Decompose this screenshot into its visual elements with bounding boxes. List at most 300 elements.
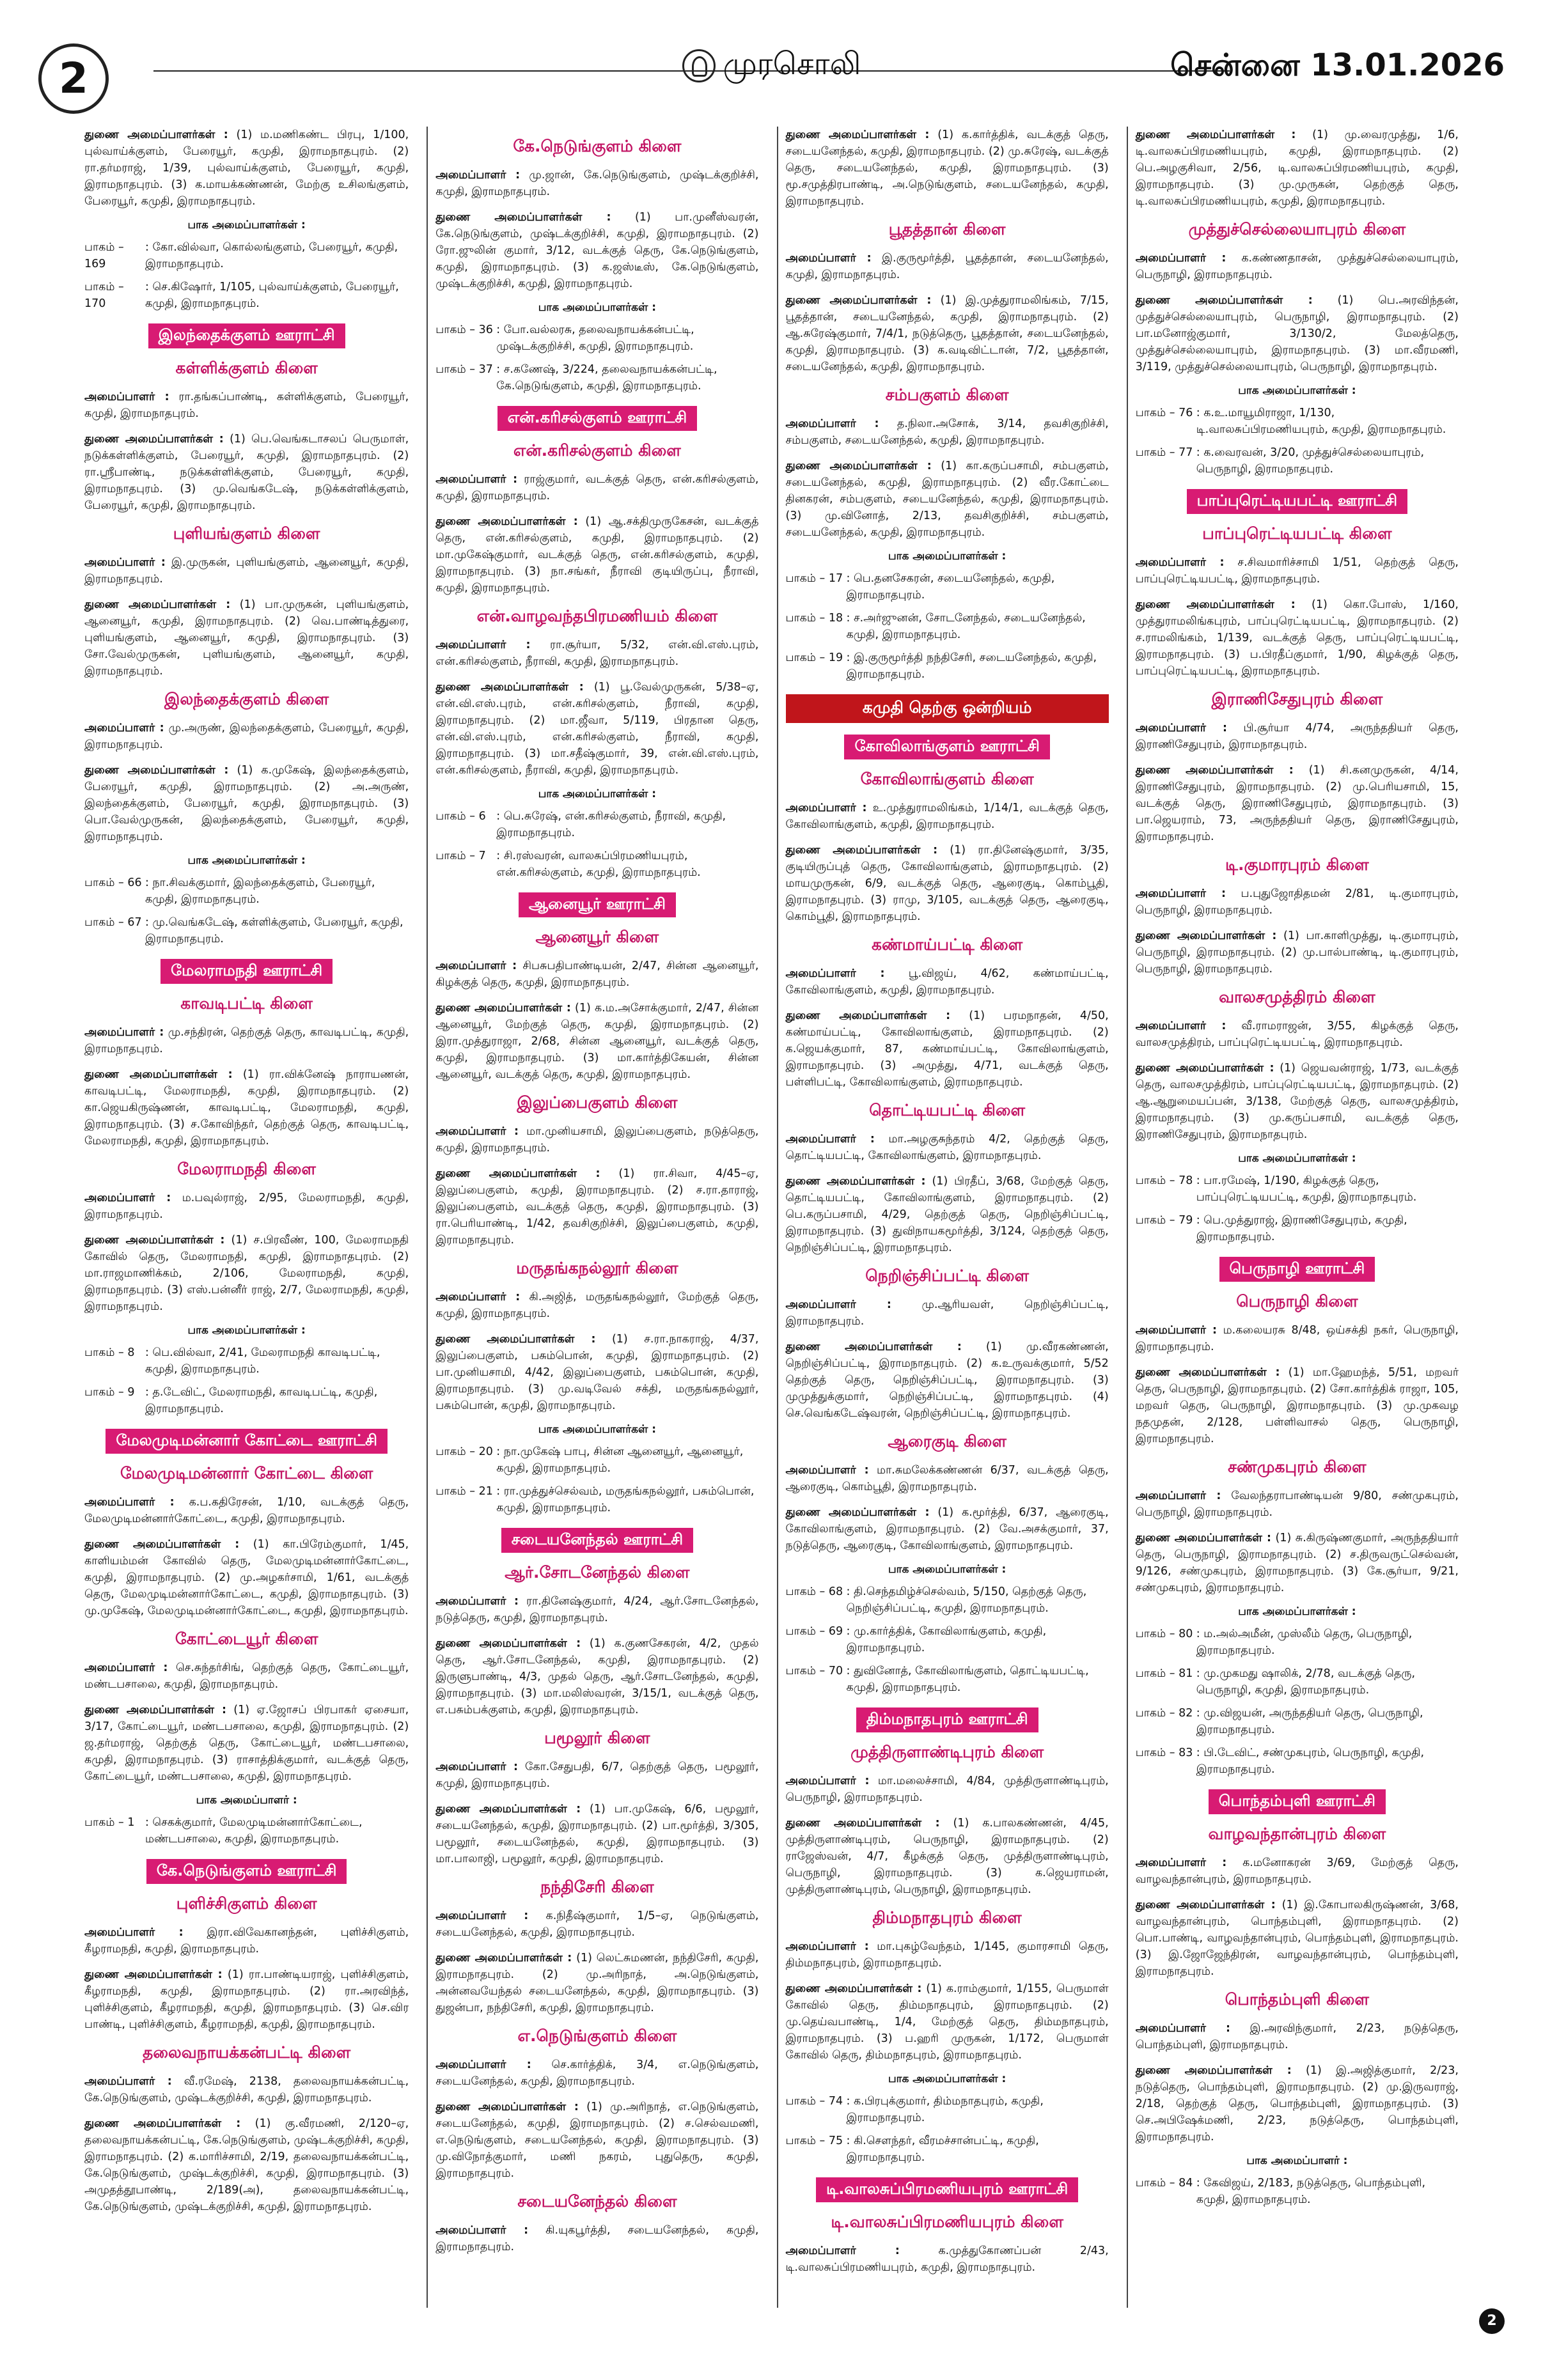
member-details: க.கண்ணதாசன், முத்துச்செல்லையாபுரம், பெருநாழி, இராமநாதபுரம். (1135, 252, 1459, 281)
member-details: (1) பிரதீப், 3/68, மேற்குத் தெரு, தொட்டியபட்டி, கோவிலாங்குளம், இராமநாதபுரம். (2) பெ.கருப்பசாமி, 4/29, தெற்குத் தெரு, நெறிஞ்சிப்பட்டி, இராமநாதபுரம். (3) துவிநாயகமூர்த்தி, 3/124, தெற்குத் தெரு, நெறிஞ்சிப்பட்டி, இராமநாதபுரம். (785, 1175, 1109, 1254)
booth-member: : தி.செந்தமிழ்ச்செல்வம், 5/150, தெற்குத் தெரு, நெறிஞ்சிப்பட்டி, கமுதி, இராமநாதபுரம். (846, 1585, 1087, 1615)
role-label: அமைப்பாளர் : (785, 802, 867, 814)
branch-heading: இராணிசேதுபுரம் கிளை (1211, 690, 1383, 708)
role-label: அமைப்பாளர் : (84, 1926, 184, 1939)
member-details: ராஜ்குமார், வடக்குத் தெரு, என்.கரிசல்குளம், கமுதி, இராமநாதபுரம். (435, 473, 759, 502)
role-label: துணை அமைப்பாளர்கள் : (435, 1803, 581, 1816)
booth-heading: பாக அமைப்பாளர்கள் : (888, 2073, 1006, 2085)
booth-member: : இ.குருமூர்த்தி நந்திசேரி, சடையனேந்தல், கமுதி, இராமநாதபுரம். (846, 651, 1097, 681)
branch-heading: வாலசமுத்திரம் கிளை (1219, 988, 1375, 1006)
booth-member: : நா.சிவக்குமார், இலந்தைக்குளம், பேரையூர், கமுதி, இராமநாதபுரம். (145, 876, 375, 906)
role-label: துணை அமைப்பாளர்கள் : (785, 128, 930, 141)
booth-heading: பாக அமைப்பாளர்கள் : (187, 1324, 306, 1337)
member-details: (1) கு.வீரமணி, 2/120–ஏ, தலைவநாயக்கன்பட்டி, கே.நெடுங்குளம், முஷ்டக்குறிச்சி, கமுதி, இராமநாதபுரம். (2) க.மாரிச்சாமி, 2/19, தலைவநாயக்கன்பட்டி, கே.நெடுங்குளம், முஷ்டக்குறிச்சி, கமுதி, இராமநாதபுரம். (3) அமுதத்தூபாண்டி, 2/189(அ), தலைவநாயக்கன்பட்டி, கே.நெடுங்குளம், முஷ்டக்குறிச்சி, கமுதி, இராமநாதபுரம். (84, 2117, 409, 2213)
role-label: துணை அமைப்பாளர்கள் : (435, 1637, 581, 1650)
role-label: அமைப்பாளர் : (84, 1496, 175, 1509)
role-label: துணை அமைப்பாளர்கள் : (84, 598, 231, 611)
column-2 (427, 127, 766, 2308)
member-details: மு.ஆரியவள், நெறிஞ்சிப்பட்டி, இராமநாதபுரம். (785, 1298, 1109, 1328)
role-label: துணை அமைப்பாளர்கள் : (84, 2117, 241, 2130)
member-entry (84, 1702, 409, 1785)
role-label: அமைப்பாளர் : (84, 391, 169, 403)
member-details: மு.ஜான், கே.நெடுங்குளம், முஷ்டக்குறிச்சி, கமுதி, இராமநாதபுரம். (435, 169, 759, 198)
role-label: அமைப்பாளர் : (435, 960, 517, 972)
booth-heading: பாக அமைப்பாளர்கள் : (187, 219, 306, 231)
booth-member: : மு.வெங்கடேஷ், கள்ளிக்குளம், பேரையூர், கமுதி, இராமநாதபுரம். (145, 916, 403, 945)
booth-number: பாகம் – 79 (1135, 1214, 1193, 1227)
booth-row (84, 279, 409, 312)
role-label: துணை அமைப்பாளர்கள் : (1135, 1899, 1276, 1911)
member-entry (1136, 720, 1459, 753)
member-details: க.நிதீஷ்குமார், 1/5–ஏ, நெடுங்குளம், சடையனேந்தல், கமுதி, இராமநாதபுரம். (435, 1909, 759, 1939)
member-details: (1) பரமநாதன், 4/50, கண்மாய்பட்டி, கோவிலாங்குளம், இராமநாதபுரம். (2) க.ஜெயக்குமார், 87, கண்மாய்பட்டி, கோவிலாங்குளம், இராமநாதபுரம். (3) அமுத்து, 4/71, வடக்குத் தெரு, பள்ளிபட்டி, கோவிலாங்குளம், இராமநாதபுரம். (785, 1009, 1109, 1089)
member-details: (1) ரா.தினேஷ்குமார், 3/35, குடியிருப்புத் தெரு, கோவிலாங்குளம், இராமநாதபுரம். (2) மாயமுருகன், 6/9, வடக்குத் தெரு, ஆரைகுடி, கொம்பூதி, இராமநாதபுரம். (3) ராமு, 3/105, வடக்குத் தெரு, ஆரைகுடி, கொம்பூதி, இராமநாதபுரம். (785, 844, 1109, 923)
branch-heading: சம்பகுளம் கிளை (885, 385, 1009, 404)
member-details: (1) இ.முத்துராமலிங்கம், 7/15, பூதத்தான், சடையனேந்தல், கமுதி, இராமநாதபுரம். (2) ஆ.சுரேஷ்குமார், 7/4/1, நடுத்தெரு, பூதத்தான், சடையனேந்தல், கமுதி, இராமநாதபுரம். (3) க.வடிவிட்டான், 7/2, பூதத்தான், சடையனேந்தல், கமுதி, இராமநாதபுரம். (785, 294, 1109, 373)
role-label: அமைப்பாளர் : (1135, 1324, 1218, 1337)
member-entry (1136, 250, 1459, 283)
member-entry (84, 554, 409, 587)
role-label: அமைப்பாளர் : (785, 1940, 869, 1953)
role-label: அமைப்பாளர் : (785, 967, 885, 980)
member-entry (786, 416, 1109, 449)
member-details: கி.யுகபூர்த்தி, சடையனேந்தல், கமுதி, இராமநாதபுரம். (435, 2224, 759, 2253)
role-label: துணை அமைப்பாளர்கள் : (435, 515, 578, 528)
member-details: (1) ரா.விக்னேஷ் நாராயணன், காவடிபட்டி, மேலராமநதி, கமுதி, இராமநாதபுரம். (2) கா.ஜெயகிருஷ்ணன், காவடிபட்டி, மேலராமநதி, கமுதி, இராமநாதபுரம். (3) ச.கோவிந்தர், தெற்குத் தெரு, காவடிபட்டி, மேலராமநதி, கமுதி, இராமநாதபுரம். (84, 1068, 409, 1147)
member-entry (1136, 2020, 1459, 2053)
member-details: (1) ம.மணிகண்ட பிரபு, 1/100, புல்வாய்க்குளம், பேரையூர், கமுதி, இராமநாதபுரம். (2) ரா.தர்மராஜ், 1/39, புல்வாய்க்குளம், பேரையூர், கமுதி, இராமநாதபுரம். (3) க.மாயக்கண்ணன், மேற்கு உசிலங்குளம், பேரையூர், கமுதி, இராமநாதபுரம். (84, 128, 409, 208)
member-details: இ.அரவிந்குமார், 2/23, நடுத்தெரு, பொந்தம்புளி, இராமநாதபுரம். (1135, 2022, 1459, 2051)
member-entry (1136, 1530, 1459, 1596)
role-label: துணை அமைப்பாளர்கள் : (1135, 128, 1296, 141)
booth-member: : போ.வல்லரசு, தலைவநாயக்கன்பட்டி, முஷ்டக்குறிச்சி, கமுதி, இராமநாதபுரம். (496, 323, 694, 353)
role-label: அமைப்பாளர் : (435, 2058, 531, 2071)
member-entry (435, 513, 758, 596)
booth-row (1136, 1212, 1459, 1245)
branch-heading: டி.வாலசுப்பிரமணியபுரம் கிளை (831, 2213, 1063, 2231)
branch-heading: என்.கரிசல்குளம் கிளை (513, 441, 681, 460)
booth-member: : செ.கிஷோர், 1/105, புல்வாய்க்குளம், பேரையூர், கமுதி, இராமநாதபுரம். (145, 281, 399, 310)
member-entry (435, 1165, 758, 1248)
role-label: துணை அமைப்பாளர்கள் : (1135, 2064, 1292, 2077)
role-label: துணை அமைப்பாளர்கள் : (1135, 1532, 1272, 1544)
member-entry (435, 679, 758, 779)
member-details: (1) சு.கிருஷ்ணகுமார், அருந்ததியார் தெரு, பெருநாழி, இராமநாதபுரம். (2) ச.திருவருட்செல்வன், 9/126, சண்முகபுரம், இராமநாதபுரம். (3) கே.சூர்யா, 9/21, சண்முகபுரம், இராமநாதபுரம். (1135, 1532, 1459, 1594)
booth-number: பாகம் – 81 (1135, 1667, 1193, 1680)
member-details: பூ.விஜய், 4/62, கண்மாய்பட்டி, கோவிலாங்குளம், கமுதி, இராமநாதபுரம். (785, 967, 1109, 997)
booth-number: பாகம் – 78 (1135, 1174, 1193, 1187)
branch-heading: பூதத்தான் கிளை (888, 220, 1006, 238)
member-entry (84, 2115, 409, 2215)
column-1 (77, 127, 416, 2308)
panchayat-banner (435, 892, 758, 917)
role-label: அமைப்பாளர் : (1135, 887, 1226, 900)
member-details: உ.முத்துராமலிங்கம், 1/14/1, வடக்குத் தெரு, கோவிலாங்குளம், கமுதி, இராமநாதபுரம். (785, 802, 1109, 831)
branch-heading: பாப்புரெட்டியபட்டி கிளை (1202, 524, 1392, 543)
member-details: (1) கா.பிரேம்குமார், 1/45, காளியம்மன் கோவில் தெரு, மேலமுடிமன்னார்கோட்டை, கமுதி, இராமநாதபுரம். (2) மு.அழகர்சாமி, 1/61, வடக்குத் தெரு, மேலமுடிமன்னார்கோட்டை, கமுதி, இராமநாதபுரம். (3) மு.முகேஷ், மேலமுடிமன்னார்கோட்டை, கமுதி, இராமநாதபுரம். (84, 1538, 409, 1617)
role-label: அமைப்பாளர் : (1135, 2022, 1230, 2035)
booth-number: பாகம் – 18 (785, 612, 843, 625)
booth-heading: பாக அமைப்பாளர் : (196, 1794, 297, 1807)
member-details: (1) இ.அஜித்குமார், 2/23, நடுத்தெரு, பொந்தம்புளி, இராமநாதபுரம். (2) மு.இருவராஜ், 2/18, தெற்குத் தெரு, பொந்தம்புளி, இராமநாதபுரம். (3) செ.அபிஷேக்மணி, 2/23, நடுத்தெரு, பொந்தம்புளி, இராமநாதபுரம். (1135, 2064, 1459, 2143)
panchayat-title: மேலமுடிமன்னார் கோட்டை ஊராட்சி (106, 1429, 388, 1454)
member-entry (84, 2073, 409, 2106)
role-label: அமைப்பாளர் : (435, 1291, 521, 1303)
booth-member: : மு.கார்த்திக், கோவிலாங்குளம், கமுதி, இராமநாதபுரம். (846, 1625, 1047, 1654)
booth-row (1136, 444, 1459, 478)
member-entry (1136, 1364, 1459, 1447)
branch-heading: திம்மநாதபுரம் கிளை (872, 1908, 1022, 1927)
member-details: (1) பூ.வேல்முருகன், 5/38–ஏ, என்.வி.எஸ்.புரம், என்.கரிசல்குளம், நீராவி, கமுதி, இராமநாதபுரம். (2) மா.ஜீவா, 5/119, பிரதான தெரு, என்.வி.எஸ்.புரம், என்.கரிசல்குளம், நீராவி, கமுதி, இராமநாதபுரம். (3) மா.சதீஷ்குமார், 39, என்.வி.எஸ்.புரம், என்.கரிசல்குளம், நீராவி, கமுதி, இராமநாதபுரம். (435, 681, 759, 777)
role-label: துணை அமைப்பாளர்கள் : (84, 1068, 233, 1081)
column-3 (777, 127, 1116, 2308)
branch-heading: மருதங்கநல்லூர் கிளை (516, 1259, 678, 1277)
booth-row (435, 848, 758, 881)
role-label: துணை அமைப்பாளர்கள் : (435, 1952, 572, 1964)
member-entry (84, 720, 409, 753)
booth-row (786, 610, 1109, 643)
branch-heading: கோட்டையூர் கிளை (175, 1629, 318, 1648)
booth-row (1136, 1665, 1459, 1699)
role-label: துணை அமைப்பாளர்கள் : (84, 128, 228, 141)
member-details: இ.குருமூர்த்தி, பூதத்தான், சடையனேந்தல், கமுதி, இராமநாதபுரம். (785, 252, 1109, 281)
member-entry (435, 209, 758, 292)
member-details: சிபசுபதிபாண்டியன், 2/47, சின்ன ஆனையூர், கிழக்குத் தெரு, கமுதி, இராமநாதபுரம். (435, 960, 759, 989)
member-details: (1) பா.முகேஷ், 6/6, பமூலூர், சடையனேந்தல், கமுதி, இராமநாதபுரம். (2) பா.மூர்த்தி, 3/305, பமூலூர், சடையனேந்தல், கமுதி, இராமநாதபுரம். (3) மா.பாலாஜி, பமூலூர், கமுதி, இராமநாதபுரம். (435, 1803, 759, 1865)
member-details: மா.முனியசாமி, இலுப்பைகுளம், நடுத்தெரு, கமுதி, இராமநாதபுரம். (435, 1125, 759, 1155)
member-details: பி.சூர்யா 4/74, அருந்ததியர் தெரு, இராணிசேதுபுரம், இராமநாதபுரம். (1135, 722, 1459, 751)
branch-heading: காவடிபட்டி கிளை (180, 994, 313, 1013)
role-label: துணை அமைப்பாளர்கள் : (435, 211, 611, 224)
booth-number: பாகம் – 9 (84, 1386, 135, 1399)
member-details: ம.பவுல்ராஜ், 2/95, மேலராமநதி, கமுதி, இராமநாதபுரம். (84, 1192, 409, 1221)
booth-member: : த.டேவிட், மேலராமநதி, காவடிபட்டி, கமுதி, இராமநாதபுரம். (145, 1386, 378, 1415)
member-details: (1) சி.கனமுருகன், 4/14, இராணிசேதுபுரம், இராமநாதபுரம். (2) மு.பெரியசாமி, 15, வடக்குத் தெரு, இராணிசேதுபுரம், இராமநாதபுரம். (3) பா.ஜெயராம், 73, அருந்ததியர் தெரு, இராணிசேதுபுரம், இராமநாதபுரம். (1135, 764, 1459, 843)
panchayat-banner (84, 1429, 409, 1454)
member-entry (786, 250, 1109, 283)
role-label: அமைப்பாளர் : (84, 556, 166, 569)
page-number: 2 (38, 43, 109, 114)
panchayat-banner (84, 959, 409, 984)
booth-member: : கேவிஜய், 2/183, நடுத்தெரு, பொந்தம்புளி, கமுதி, இராமநாதபுரம். (1196, 2177, 1426, 2206)
member-entry (786, 1980, 1109, 2064)
role-label: துணை அமைப்பாளர்கள் : (1135, 1062, 1274, 1075)
member-entry (1136, 762, 1459, 845)
panchayat-title: கோவிலாங்குளம் ஊராட்சி (844, 735, 1049, 759)
panchayat-title: டி.வாலசுப்பிரமணியபுரம் ஊராட்சி (816, 2177, 1078, 2202)
booth-row (84, 914, 409, 947)
booth-row (786, 649, 1109, 683)
role-label: துணை அமைப்பாளர்கள் : (435, 1002, 571, 1015)
member-details: க.மனோகரன் 3/69, மேற்குத் தெரு, வாழவந்தான்புரம், இராமநாதபுரம். (1135, 1856, 1459, 1886)
member-entry (435, 167, 758, 200)
booth-number: பாகம் – 77 (1135, 446, 1193, 459)
member-details: (1) பா.காளிமுத்து, டி.குமாரபுரம், பெருநாழி, இராமநாதபுரம். (2) மு.பால்பாண்டி, டி.குமாரபுரம், பெருநாழி, இராமநாதபுரம். (1135, 929, 1459, 976)
member-entry (435, 1593, 758, 1626)
member-entry (84, 762, 409, 845)
booth-row (786, 2093, 1109, 2126)
booth-member: : பெ.முத்துராஜ், இராணிசேதுபுரம், கமுதி, இராமநாதபுரம். (1196, 1214, 1407, 1243)
member-details: த.நிலா.அசோக், 3/14, தவசிகுறிச்சி, சம்பகுளம், சடையனேந்தல், கமுதி, இராமநாதபுரம். (785, 417, 1109, 447)
booth-number: பாகம் – 74 (785, 2095, 843, 2108)
member-entry (435, 1331, 758, 1414)
panchayat-banner (786, 735, 1109, 759)
role-label: அமைப்பாளர் : (435, 1595, 519, 1608)
booth-row (435, 361, 758, 394)
role-label: துணை அமைப்பாளர்கள் : (435, 1167, 600, 1180)
member-entry (786, 1296, 1109, 1330)
member-details: (1) மு.அரிநாத், எ.நெடுங்குளம், சடையனேந்தல், கமுதி, இராமநாதபுரம். (2) ச.செல்வமணி, எ.நெடுங்குளம், சடையனேந்தல், கமுதி, இராமநாதபுரம். (3) மு.விநோத்குமார், மணி நகரம், புதுதெரு, கமுதி, இராமநாதபுரம். (435, 2101, 759, 2180)
member-details: இ.முருகன், புளியங்குளம், ஆனையூர், கமுதி, இராமநாதபுரம். (84, 556, 409, 586)
member-details: செ.சுந்தர்சிங், தெற்குத் தெரு, கோட்டையூர், மண்டபசாலை, கமுதி, இராமநாதபுரம். (84, 1661, 409, 1691)
role-label: அமைப்பாளர் : (1135, 1856, 1227, 1869)
member-entry (435, 2222, 758, 2255)
booth-number: பாகம் – 169 (84, 241, 124, 270)
booth-heading: பாக அமைப்பாளர் : (1246, 2154, 1348, 2167)
member-entry (84, 127, 409, 210)
role-label: அமைப்பாளர் : (84, 2075, 172, 2088)
member-details: (1) க.குணசேகரன், 4/2, முதல் தெரு, ஆர்.சோடனேந்தல், கமுதி, இராமநாதபுரம். (2) இருளுபாண்டி, 4/3, முதல் தெரு, ஆர்.சோடனேந்தல், கமுதி, இராமநாதபுரம். (3) மா.மலிஸ்வரன், 3/15/1, வடக்குத் தெரு, எ.பசும்பக்குளம், கமுதி, இராமநாதபுரம். (435, 1637, 759, 1716)
role-label: அமைப்பாளர் : (785, 1298, 891, 1311)
member-details: (1) இ.கோபாலகிருஷ்ணன், 3/68, வாழவந்தான்புரம், பொந்தம்புளி, இராமநாதபுரம். (2) பொ.பாண்டி, வாழவந்தான்புரம், பொந்தம்புளி, இராமநாதபுரம். (3) இ.ஜோஜேந்திரன், வாழவந்தான்புரம், பொந்தம்புளி, இராமநாதபுரம். (1135, 1899, 1459, 1978)
booth-heading: பாக அமைப்பாளர்கள் : (1238, 384, 1356, 397)
booth-member: : ம.அல்அமீன், முஸ்லீம் தெரு, பெருநாழி, இராமநாதபுரம். (1196, 1628, 1413, 1657)
role-label: துணை அமைப்பாளர்கள் : (785, 1175, 926, 1188)
member-details: மா.புகழ்வேந்தம், 1/145, குமாரசாமி தெரு, திம்மநாதபுரம், இராமநாதபுரம். (785, 1940, 1109, 1970)
booth-member: : ச.கணேஷ், 3/224, தலைவநாயக்கன்பட்டி, கே.நெடுங்குளம், கமுதி, இராமநாதபுரம். (496, 363, 717, 393)
booth-number: பாகம் – 19 (785, 651, 843, 664)
panchayat-title: பாப்புரெட்டியபட்டி ஊராட்சி (1187, 489, 1407, 514)
column-4 (1127, 127, 1466, 2308)
member-details: ச.சிவமாரிச்சாமி 1/51, தெற்குத் தெரு, பாப்புரெட்டியபட்டி, இராமநாதபுரம். (1135, 556, 1459, 586)
booth-number: பாகம் – 75 (785, 2135, 843, 2147)
member-entry (786, 1173, 1109, 1256)
booth-member: : மு.விஜயன், அருந்ததியர் தெரு, பெருநாழி, இராமநாதபுரம். (1196, 1707, 1423, 1736)
booth-row (84, 1384, 409, 1417)
member-details: (1) பெ.அரவிந்தன், முத்துச்செல்லையாபுரம், பெருநாழி, இராமநாதபுரம். (2) பா.மனோஜ்குமார், 3/130/2, மேலத்தெரு, முத்துச்செல்லையாபுரம், இராமநாதபுரம். (3) மா.வீரமணி, 3/119, முத்துச்செல்லையாபுரம், பெருநாழி, இராமநாதபுரம். (1135, 294, 1459, 373)
masthead-title: முரசொலி (723, 46, 861, 82)
role-label: துணை அமைப்பாளர்கள் : (84, 433, 224, 446)
booth-row (84, 1814, 409, 1847)
booth-number: பாகம் – 82 (1135, 1707, 1193, 1720)
panchayat-banner (1136, 1789, 1459, 1814)
booth-heading: பாக அமைப்பாளர்கள் : (1238, 1152, 1356, 1165)
booth-number: பாகம் – 68 (785, 1585, 843, 1598)
branch-heading: கோவிலாங்குளம் கிளை (860, 770, 1034, 788)
member-entry (435, 1635, 758, 1718)
member-details: ப.புதுஜோதிதமன் 2/81, டி.குமாரபுரம், பெருநாழி, இராமநாதபுரம். (1135, 887, 1459, 917)
booth-number: பாகம் – 6 (435, 810, 486, 823)
role-label: துணை அமைப்பாளர்கள் : (785, 1506, 930, 1519)
member-entry (84, 1536, 409, 1619)
role-label: அமைப்பாளர் : (785, 1775, 870, 1787)
member-details: (1) ச.பிரவீண், 100, மேலராமநதி கோவில் தெரு, மேலராமநதி, கமுதி, இராமநாதபுரம். (2) மா.ராஜமாணிக்கம், 2/106, மேலராமநதி, கமுதி, இராமநாதபுரம். (3) எஸ்.பன்னீர் ராஜ், 2/7, மேலராமநதி, கமுதி, இராமநாதபுரம். (84, 1234, 409, 1313)
branch-heading: பமூலூர் கிளை (544, 1729, 650, 1747)
branch-heading: புளியங்குளம் கிளை (173, 524, 320, 543)
panchayat-title: பொந்தம்புளி ஊராட்சி (1209, 1789, 1386, 1814)
booth-number: பாகம் – 70 (785, 1665, 843, 1677)
member-entry (84, 596, 409, 680)
booth-member: : பெ.தனசேகரன், சடையனேந்தல், கமுதி, இராமநாதபுரம். (846, 572, 1055, 602)
panchayat-title: மேலராமநதி ஊராட்சி (161, 959, 333, 984)
member-entry (435, 471, 758, 504)
booth-row (1136, 1745, 1459, 1778)
role-label: அமைப்பாளர் : (435, 1761, 519, 1773)
branch-heading: கண்மாய்பட்டி கிளை (872, 935, 1023, 954)
role-label: அமைப்பாளர் : (84, 1661, 168, 1674)
member-details: (1) பெ.வெங்கடாசலப் பெருமாள், நடுக்கள்ளிக்குளம், பேரையூர், கமுதி, இராமநாதபுரம். (2) ரா.ஸ்ரீபாண்டி, நடுக்கள்ளிக்குளம், பேரையூர், கமுதி, இராமநாதபுரம். (3) மு.வெங்கடேஷ், நடுக்கள்ளிக்குளம், பேரையூர், கமுதி, இராமநாதபுரம். (84, 433, 409, 512)
booth-row (786, 1623, 1109, 1656)
branch-heading: இலந்தைக்குளம் கிளை (164, 690, 329, 708)
member-details: இரா.விவேகானந்தன், புளிச்சிகுளம், கீழராமநதி, கமுதி, இராமநாதபுரம். (84, 1926, 409, 1956)
member-entry (786, 842, 1109, 925)
member-details: (1) மு.வைரமுத்து, 1/6, டி.வாலசுப்பிரமணியபுரம், கமுதி, இராமநாதபுரம். (2) பெ.அழகுசிவா, 2/56, டி.வாலசுப்பிரமணியபுரம், கமுதி, இராமநாதபுரம். (3) மு.முருகன், தெற்குத் தெரு, டி.வாலசுப்பிரமணியபுரம், கமுதி, இராமநாதபுரம். (1135, 128, 1459, 208)
member-entry (1136, 554, 1459, 587)
member-entry (84, 389, 409, 422)
member-details: (1) க.ராம்குமார், 1/155, பெருமாள் கோவில் தெரு, திம்மநாதபுரம், இராமநாதபுரம். (2) மு.தெய்வபாண்டி, 1/4, மேற்குத் தெரு, திம்மநாதபுரம், இராமநாதபுரம். (3) ப.ஹரி முருகன், 1/172, பெருமாள் கோவில் தெரு, திம்மநாதபுரம், இராமநாதபுரம். (785, 1982, 1109, 2062)
member-entry (1136, 292, 1459, 375)
role-label: துணை அமைப்பாளர்கள் : (785, 844, 938, 857)
member-entry (1136, 2062, 1459, 2145)
booth-row (84, 239, 409, 272)
panchayat-title: என்.கரிசல்குளம் ஊராட்சி (497, 406, 698, 431)
member-entry (786, 458, 1109, 541)
member-entry (1136, 928, 1459, 977)
booth-row (786, 2133, 1109, 2166)
booth-number: பாகம் – 66 (84, 876, 142, 889)
member-details: (1) க.மூர்த்தி, 6/37, ஆரைகுடி, கோவிலாங்குளம், இராமநாதபுரம். (2) வே.அசக்குமார், 37, நடுத்தெரு, ஆரைகுடி, கோவிலாங்குளம், இராமநாதபுரம். (785, 1506, 1109, 1552)
member-entry (1136, 1018, 1459, 1051)
booth-member: : பா.ரமேஷ், 1/190, கிழக்குத் தெரு, பாப்புரெட்டியபட்டி, கமுதி, இராமநாதபுரம். (1196, 1174, 1417, 1204)
member-entry (84, 1024, 409, 1057)
member-details: மா.மலைச்சாமி, 4/84, முத்திருளாண்டிபுரம், பெருநாழி, இராமநாதபுரம். (785, 1775, 1109, 1804)
panchayat-banner (435, 406, 758, 431)
member-entry (435, 1759, 758, 1792)
member-entry (84, 431, 409, 514)
member-details: (1) கொ.போஸ், 1/160, முத்துராமலிங்கபுரம், பாப்புரெட்டியபட்டி, இராமநாதபுரம். (2) ச.ராமலிங்கம், 1/139, வடக்குத் தெரு, பாப்புரெட்டியபட்டி, இராமநாதபுரம். (3) ப.பிரதீப்குமார், 1/90, கிழக்குத் தெரு, பாப்புரெட்டியபட்டி, இராமநாதபுரம். (1135, 598, 1459, 678)
booth-member: : ரா.முத்துச்செல்வம், மருதங்கநல்லூர், பசும்பொன், கமுதி, இராமநாதபுரம். (496, 1485, 755, 1514)
member-entry (786, 292, 1109, 375)
member-details: வேலந்தராபாண்டியன் 9/80, சண்முகபுரம், பெருநாழி, இராமநாதபுரம். (1135, 1489, 1459, 1519)
role-label: அமைப்பாளர் : (785, 417, 879, 430)
booth-number: பாகம் – 17 (785, 572, 843, 585)
branch-heading: மேலமுடிமன்னார் கோட்டை கிளை (120, 1464, 373, 1482)
member-details: மு.சந்திரன், தெற்குத் தெரு, காவடிபட்டி, கமுதி, இராமநாதபுரம். (84, 1026, 409, 1055)
role-label: துணை அமைப்பாளர்கள் : (1135, 598, 1296, 611)
member-details: ரா.தினேஷ்குமார், 4/24, ஆர்.சோடனேந்தல், நடுத்தெரு, கமுதி, இராமநாதபுரம். (435, 1595, 759, 1624)
role-label: துணை அமைப்பாளர்கள் : (84, 1704, 226, 1716)
member-entry (435, 1289, 758, 1322)
member-details: வீ.ராமராஜன், 3/55, கிழக்குத் தெரு, வாலசமுத்திரம், பாப்புரெட்டியபட்டி, இராமநாதபுரம். (1135, 1020, 1459, 1049)
booth-row (786, 1663, 1109, 1696)
panchayat-title: கே.நெடுங்குளம் ஊராட்சி (146, 1859, 347, 1884)
booth-number: பாகம் – 84 (1135, 2177, 1193, 2189)
booth-row (1136, 1705, 1459, 1738)
booth-member: : க.உ.மாயூமிராஜா, 1/130, டி.வாலசுப்பிரமணியபுரம், கமுதி, இராமநாதபுரம். (1196, 407, 1446, 436)
member-details: (1) மா.ஹேமந்த், 5/51, மறவர் தெரு, பெருநாழி, இராமநாதபுரம். (2) சோ.கார்த்திக் ராஜா, 105, மறவர் தெரு, பெருநாழி, இராமநாதபுரம். (3) மு.முகவழ நதமுதன், 2/128, பள்ளிவாசல் தெரு, பெருநாழி, இராமநாதபுரம். (1135, 1366, 1459, 1445)
member-entry (786, 2243, 1109, 2276)
branch-heading: ஆர்.சோடனேந்தல் கிளை (505, 1563, 690, 1582)
branch-heading: சடையனேந்தல் கிளை (517, 2192, 677, 2211)
member-entry (1136, 1488, 1459, 1521)
member-entry (786, 127, 1109, 210)
branch-heading: ஆனையூர் கிளை (535, 928, 659, 946)
role-label: அமைப்பாளர் : (785, 1133, 875, 1146)
role-label: அமைப்பாளர் : (435, 1909, 529, 1922)
role-label: துணை அமைப்பாளர்கள் : (435, 2101, 579, 2113)
booth-row (1136, 2175, 1459, 2208)
member-entry (1136, 596, 1459, 680)
role-label: துணை அமைப்பாளர்கள் : (785, 1982, 922, 1995)
booth-member: : பெ.சுரேஷ், என்.கரிசல்குளம், நீராவி, கமுதி, இராமநாதபுரம். (496, 810, 726, 839)
branch-heading: பெருநாழி கிளை (1236, 1292, 1358, 1311)
branch-heading: சண்முகபுரம் கிளை (1228, 1458, 1367, 1476)
member-details: செ.கார்த்திக், 3/4, எ.நெடுங்குளம், சடையனேந்தல், கமுதி, இராமநாதபுரம். (435, 2058, 759, 2088)
booth-heading: பாக அமைப்பாளர்கள் : (538, 788, 657, 800)
booth-heading: பாக அமைப்பாளர்கள் : (888, 550, 1006, 563)
member-details: மா.சுமலேக்கண்ணன் 6/37, வடக்குத் தெரு, ஆரைகுடி, கொம்பூதி, இராமநாதபுரம். (785, 1464, 1109, 1493)
role-label: அமைப்பாளர் : (435, 639, 531, 651)
booth-row (84, 1344, 409, 1378)
member-details: ரா.தங்கப்பாண்டி, கள்ளிக்குளம், பேரையூர், கமுதி, இராமநாதபுரம். (84, 391, 409, 420)
booth-heading: பாக அமைப்பாளர்கள் : (538, 1423, 657, 1436)
member-details: க.ப.கதிரேசன், 1/10, வடக்குத் தெரு, மேலமுடிமன்னார்கோட்டை, கமுதி, இராமநாதபுரம். (84, 1496, 409, 1525)
member-entry (786, 1131, 1109, 1164)
role-label: துணை அமைப்பாளர்கள் : (1135, 764, 1294, 777)
booth-member: : பி.டேவிட், சண்முகபுரம், பெருநாழி, கமுதி, இராமநாதபுரம். (1196, 1746, 1425, 1776)
union-banner (786, 694, 1109, 723)
role-label: அமைப்பாளர் : (1135, 1020, 1226, 1032)
role-label: அமைப்பாளர் : (1135, 252, 1226, 265)
member-entry (786, 965, 1109, 999)
article-columns (77, 127, 1466, 2308)
member-entry (786, 1504, 1109, 1554)
role-label: துணை அமைப்பாளர்கள் : (84, 1968, 223, 1981)
role-label: துணை அமைப்பாளர்கள் : (785, 294, 932, 307)
panchayat-banner (84, 323, 409, 348)
branch-heading: என்.வாழவந்தபிரமணியம் கிளை (476, 607, 718, 625)
role-label: அமைப்பாளர் : (84, 722, 164, 735)
role-label: அமைப்பாளர் : (84, 1192, 171, 1204)
member-entry (786, 1007, 1109, 1091)
role-label: துணை அமைப்பாளர்கள் : (785, 1817, 940, 1830)
booth-row (786, 1583, 1109, 1617)
member-details: (1) ரா.சிவா, 4/45–ஏ, இலுப்பைகுளம், கமுதி, இராமநாதபுரம். (2) ச.ரா.தாராஜ், இலுப்பைகுளம், வடக்குத் தெரு, கமுதி, இராமநாதபுரம். (3) ரா.பெரியாண்டி, 1/42, தவசிகுறிச்சி, இலுப்பைகுளம், கமுதி, இராமநாதபுரம். (435, 1167, 759, 1247)
branch-heading: ஆரைகுடி கிளை (888, 1432, 1006, 1451)
panchayat-title: இலந்தைக்குளம் ஊராட்சி (148, 323, 345, 348)
panchayat-title: சடையனேந்தல் ஊராட்சி (501, 1528, 693, 1553)
role-label: அமைப்பாளர் : (435, 2224, 529, 2237)
booth-member: : கோ.வில்வா, கொல்லங்குளம், பேரையூர், கமுதி, இராமநாதபுரம். (145, 241, 398, 270)
role-label: துணை அமைப்பாளர்கள் : (785, 1009, 951, 1022)
member-entry (1136, 885, 1459, 919)
branch-heading: தொட்டியபட்டி கிளை (869, 1101, 1026, 1119)
member-details: (1) பா.முனீஸ்வரன், கே.நெடுங்குளம், முஷ்டக்குறிச்சி, கமுதி, இராமநாதபுரம். (2) ரோ.ஜுலின் குமார், 3/12, வடக்குத் தெரு, கே.நெடுங்குளம், கமுதி, இராமநாதபுரம். (3) க.ஜஸ்டீஸ், கே.நெடுங்குளம், முஷ்டக்குறிச்சி, கமுதி, இராமநாதபுரம். (435, 211, 759, 290)
role-label: துணை அமைப்பாளர்கள் : (1135, 1366, 1280, 1379)
member-entry (1136, 1060, 1459, 1143)
role-label: துணை அமைப்பாளர்கள் : (435, 681, 584, 694)
branch-heading: முத்துச்செல்லையாபுரம் கிளை (1188, 220, 1406, 238)
panchayat-title: திம்மநாதபுரம் ஊராட்சி (856, 1707, 1038, 1732)
booth-number: பாகம் – 37 (435, 363, 493, 376)
member-details: (1) க.கார்த்திக், வடக்குத் தெரு, சடையனேந்தல், கமுதி, இராமநாதபுரம். (2) மு.சுரேஷ், வடக்குத் தெரு, சடையனேந்தல், கமுதி, இராமநாதபுரம். (3) மூ.சமுத்திரபாண்டி, அ.நெடுங்குளம், சடையனேந்தல், கமுதி, இராமநாதபுரம். (785, 128, 1109, 208)
booth-number: பாகம் – 8 (84, 1346, 135, 1359)
booth-heading: பாக அமைப்பாளர்கள் : (888, 1563, 1006, 1576)
booth-heading: பாக அமைப்பாளர்கள் : (538, 301, 657, 314)
member-entry (786, 1462, 1109, 1495)
member-entry (84, 1494, 409, 1527)
booth-number: பாகம் – 83 (1135, 1746, 1193, 1759)
